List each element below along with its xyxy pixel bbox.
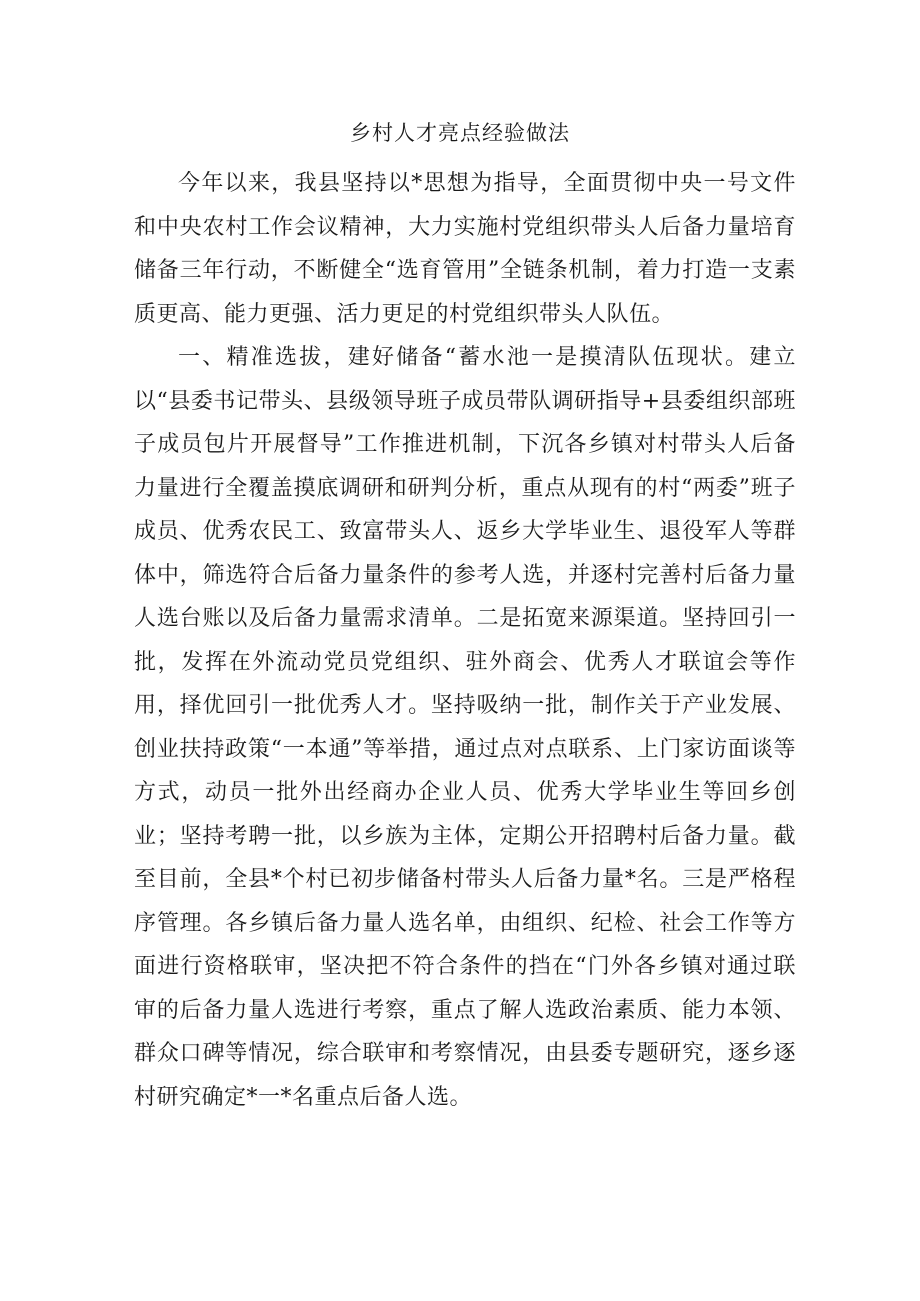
document-title: 乡村人才亮点经验做法: [350, 121, 570, 145]
document-body: [134, 162, 796, 1119]
paragraph-intro: 今年以来，我县坚持以*思想为指导，全面贯彻中央一号文件和中央农村工作会议精神，大力实施村党组织带头人后备力量培育储备三年行动，不断健全“选育管用”全链条机制，着力打造一支素质更高、能力更强、活力更足的村党组织带头人队伍。: [134, 171, 796, 327]
paragraph-section-one: 一、精准选拔，建好储备“蓄水池一是摸清队伍现状。建立以“县委书记带头、县级领导班子成员带队调研指导+县委组织部班子成员包片开展督导”工作推进机制，下沉各乡镇对村带头人后备力量进行全覆盖摸底调研和研判分析，重点从现有的村“两委”班子成员、优秀农民工、致富带头人、返乡大学毕业生、退役军人等群体中，筛选符合后备力量条件的参考人选，并逐村完善村后备力量人选台账以及后备力量需求清单。二是拓宽来源渠道。坚持回引一批，发挥在外流动党员党组织、驻外商会、优秀人才联谊会等作用，择优回引一批优秀人才。坚持吸纳一批，制作关于产业发展、创业扶持政策“一本通”等举措，通过点对点联系、上门家访面谈等方式，动员一批外出经商办企业人员、优秀大学毕业生等回乡创业；坚持考聘一批，以乡族为主体，定期公开招聘村后备力量。截至目前，全县*个村已初步储备村带头人后备力量*名。三是严格程序管理。各乡镇后备力量人选名单，由组织、纪检、社会工作等方面进行资格联审，坚决把不符合条件的挡在“门外各乡镇对通过联审的后备力量人选进行考察，重点了解人选政治素质、能力本领、群众口碑等情况，综合联审和考察情况，由县委专题研究，逐乡逐村研究确定*一*名重点后备人选。: [134, 345, 796, 1110]
